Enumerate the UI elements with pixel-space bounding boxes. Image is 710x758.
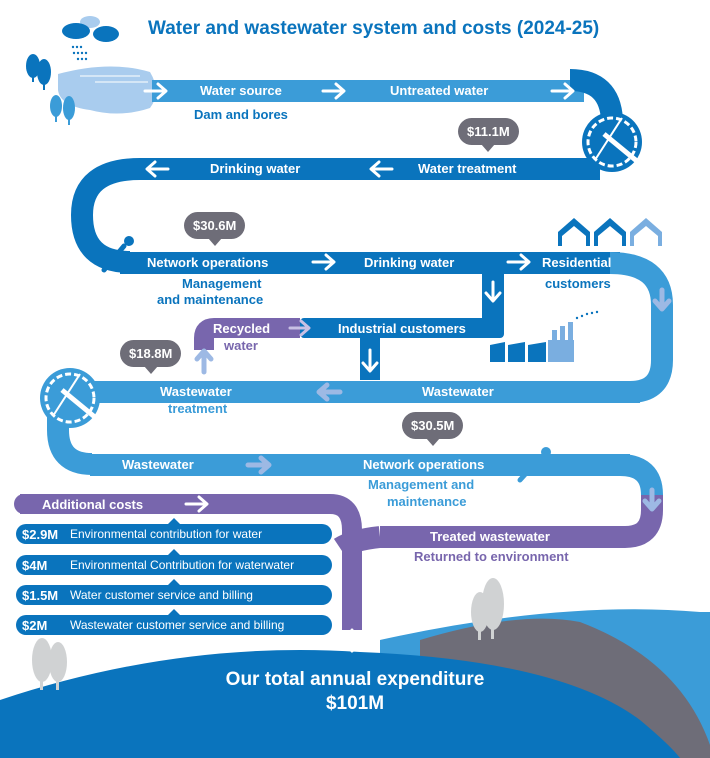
label-treatment: treatment: [168, 401, 228, 416]
arrow-down-icon: [345, 630, 359, 651]
cost-label: Environmental contribution for water: [70, 527, 263, 541]
cost-label: Wastewater customer service and billing: [70, 618, 285, 632]
label-recycled: Recycled: [213, 321, 271, 336]
water-treatment-icon: [582, 112, 642, 172]
cost-bubble-network-ops-wastewater: $30.5M: [402, 412, 463, 439]
total-value: $101M: [325, 693, 385, 714]
cost-label: Environmental Contribution for waterwater: [70, 558, 295, 572]
label-management: Management: [182, 276, 262, 291]
label-untreated-water: Untreated water: [390, 83, 489, 98]
label-maintenance: maintenance: [387, 494, 467, 509]
label-returned-to-environment: Returned to environment: [414, 549, 569, 564]
tree-icon: [50, 95, 75, 125]
cost-bubble-network-ops-water: $30.6M: [184, 212, 245, 239]
label-network-operations-wastewater: Network operations: [363, 457, 485, 472]
label-wastewater-2: Wastewater: [122, 457, 194, 472]
label-treated-wastewater: Treated wastewater: [430, 529, 550, 544]
cost-item: [16, 524, 332, 544]
cost-item: [16, 555, 332, 575]
label-additional-costs: Additional costs: [42, 497, 144, 512]
label-water-source: Water source: [200, 83, 282, 98]
label-residential-customers: customers: [545, 276, 611, 291]
house-icon: [558, 218, 662, 246]
pipe-residential-return: [610, 263, 662, 392]
label-network-operations-water: Network operations: [147, 255, 269, 270]
cost-bubble-water-treatment: $11.1M: [458, 118, 519, 145]
label-industrial-customers: Industrial customers: [338, 321, 466, 336]
pipe-bend-ww2: [620, 465, 652, 495]
cost-item: [16, 585, 332, 605]
cost-amount: $2.9M: [22, 526, 59, 542]
cost-item: [16, 615, 332, 635]
pipe-bend-left: [82, 169, 140, 262]
label-dam-and-bores: Dam and bores: [194, 107, 288, 122]
cost-amount: $1.5M: [22, 587, 59, 603]
cost-amount: $2M: [22, 617, 48, 633]
total-label: Our total annual expenditure: [225, 669, 485, 690]
label-wastewater-1: Wastewater: [422, 384, 494, 399]
label-water-treatment: Water treatment: [418, 161, 517, 176]
pipe-join: [340, 537, 380, 548]
cost-label: Water customer service and billing: [70, 588, 253, 602]
rain-cloud-icon: [62, 16, 119, 60]
wastewater-treatment-icon: [40, 368, 100, 428]
label-management-and: Management and: [368, 477, 475, 492]
cost-bubble-wastewater-treatment: $18.8M: [120, 340, 181, 367]
arrow-up-icon: [197, 351, 211, 372]
label-and-maintenance: and maintenance: [157, 292, 264, 307]
tree-icon: [26, 54, 51, 90]
label-drinking-water-2: Drinking water: [364, 255, 455, 270]
label-wastewater-treatment: Wastewater: [160, 384, 232, 399]
label-recycled-water: water: [224, 338, 258, 353]
label-drinking-water-1: Drinking water: [210, 161, 301, 176]
total-expenditure: [0, 668, 710, 716]
cost-amount: $4M: [22, 557, 48, 573]
page-title: Water and wastewater system and costs (2024-25): [148, 18, 600, 39]
factory-icon: [490, 311, 598, 362]
label-residential: Residential: [542, 255, 612, 270]
